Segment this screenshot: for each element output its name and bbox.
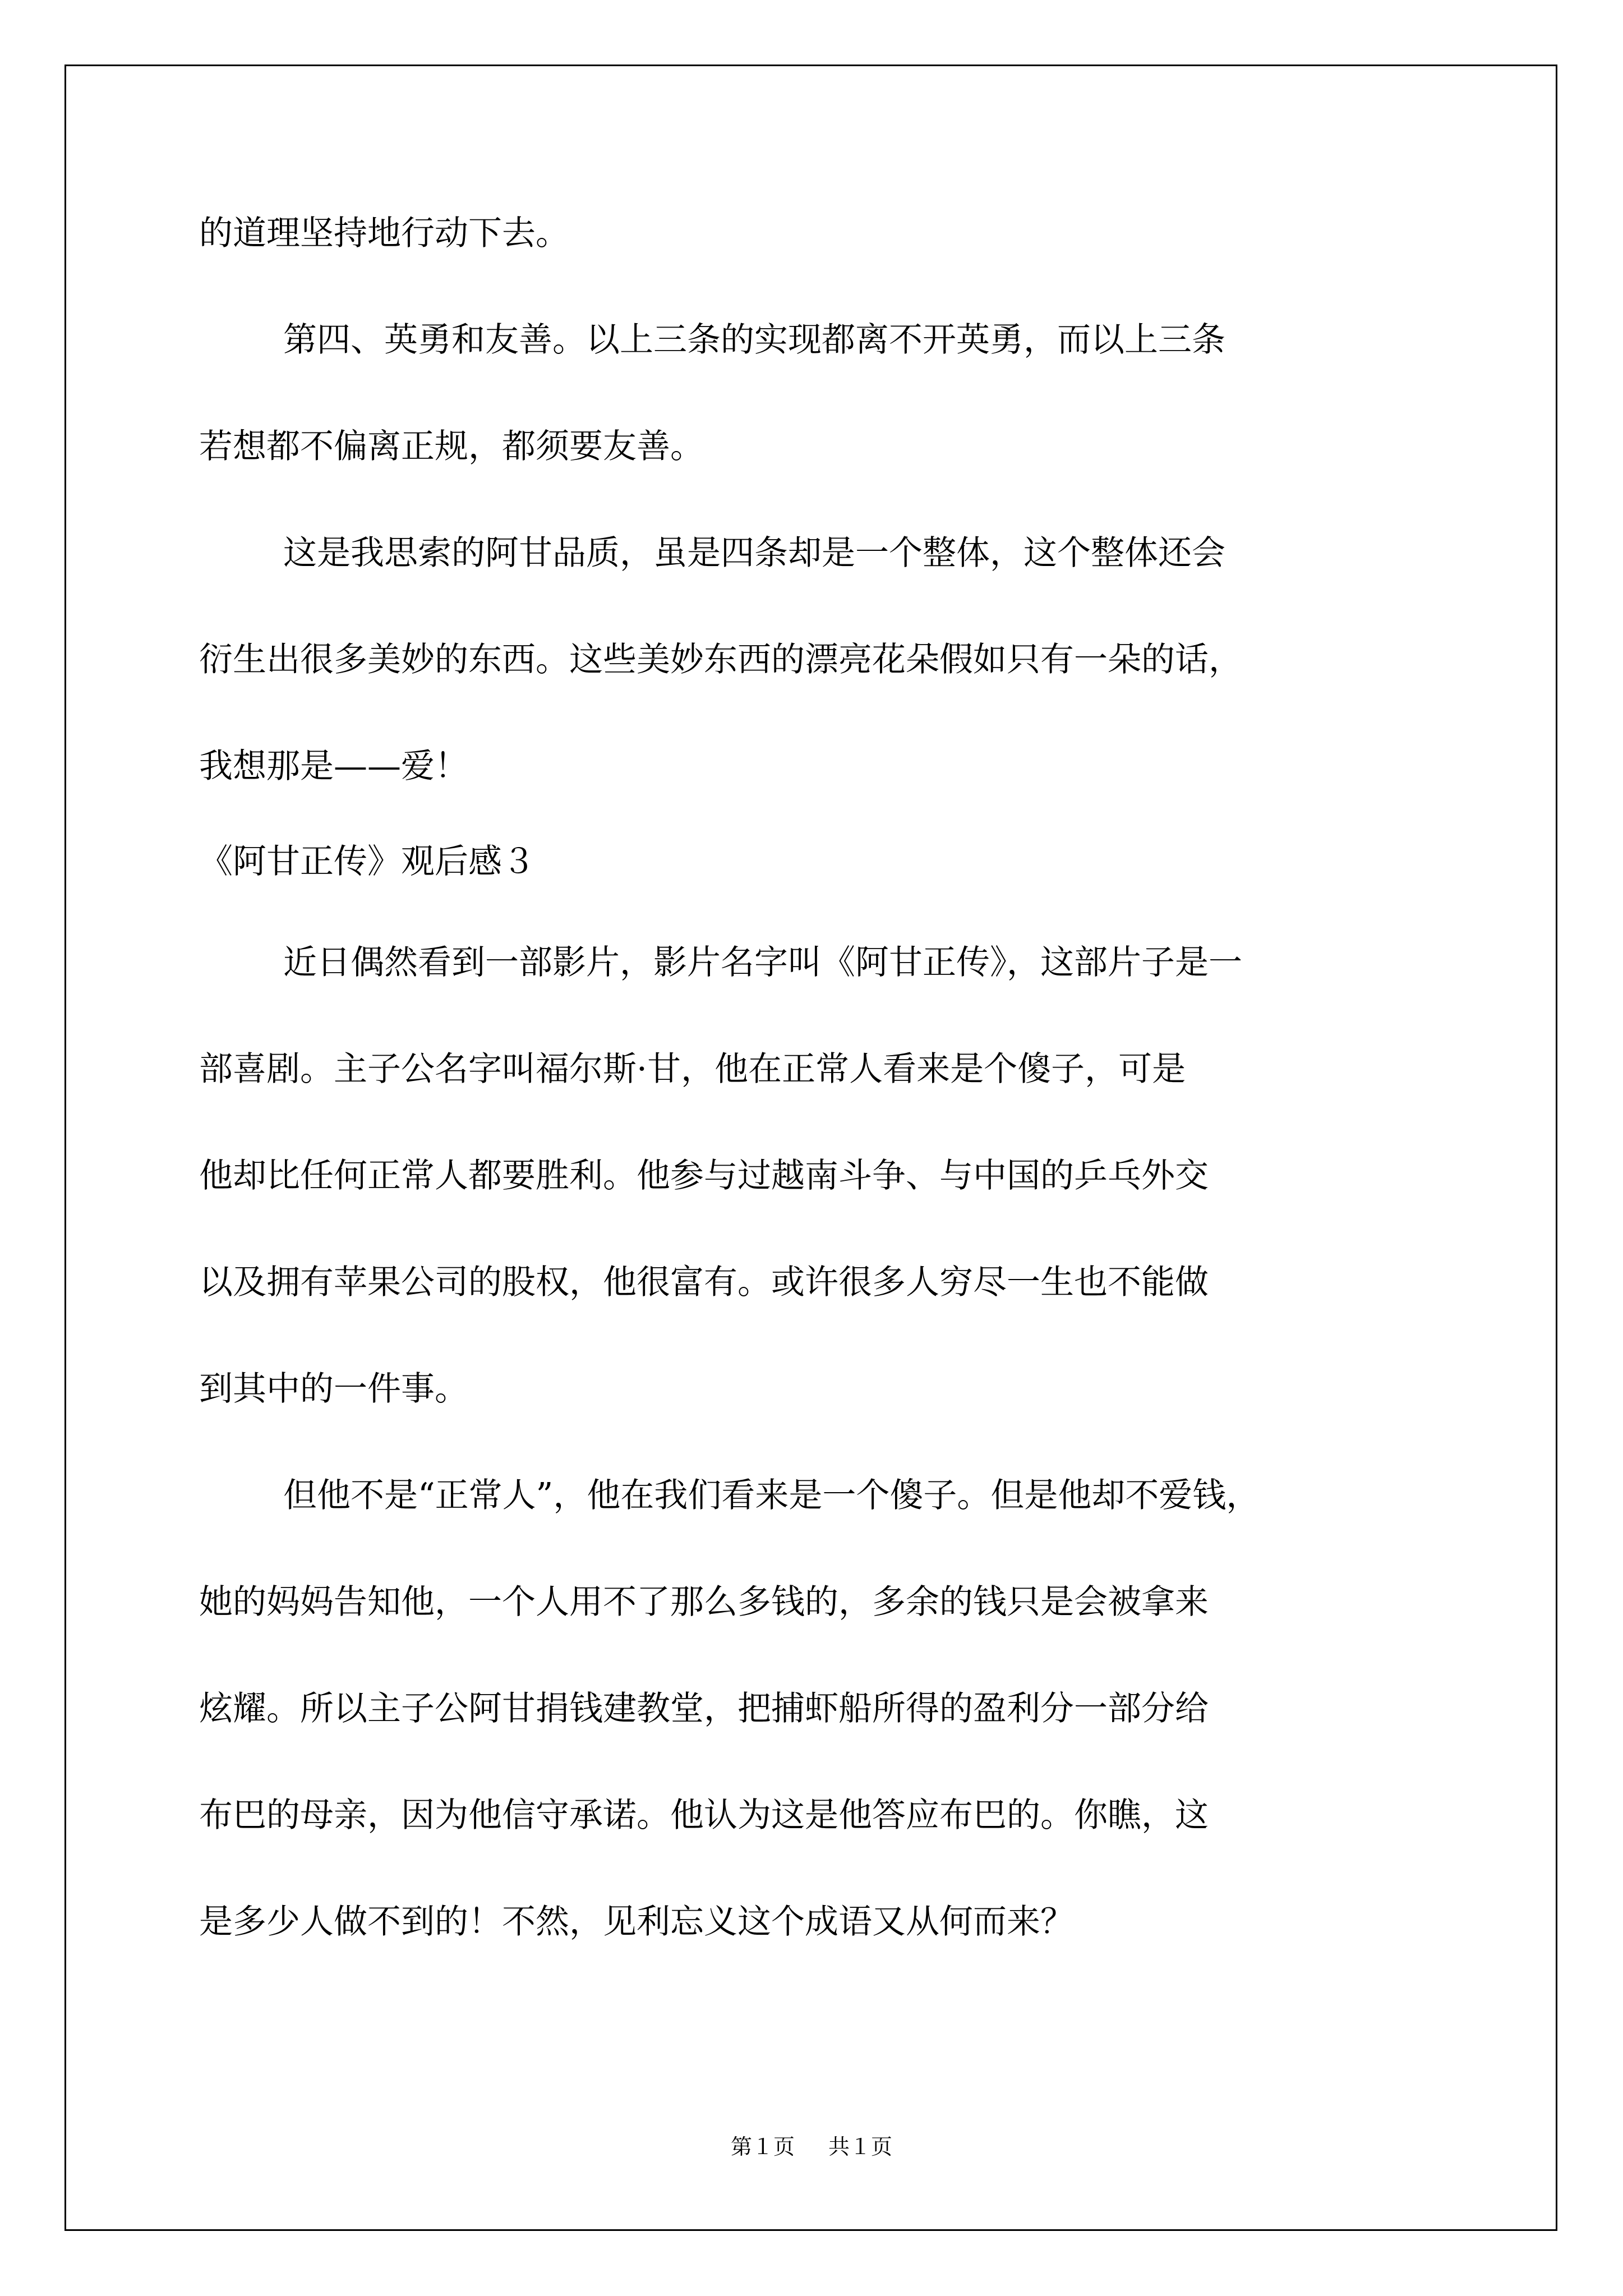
paragraph-line: 部喜剧。主子公名字叫福尔斯·甘，他在正常人看来是个傻子，可是 <box>199 1050 1186 1089</box>
paragraph-line: 但他不是“正常人”，他在我们看来是一个傻子。但是他却不爱钱， <box>283 1476 1260 1515</box>
paragraph-line: 我想那是——爱！ <box>199 747 468 786</box>
paragraph-line: 炫耀。所以主子公阿甘捐钱建教堂，把捕虾船所得的盈利分一部分给 <box>199 1689 1209 1728</box>
section-heading: 《阿甘正传》观后感３ <box>199 842 536 881</box>
page-number: 第１页 <box>730 2134 795 2159</box>
paragraph-line: 她的妈妈告知他，一个人用不了那么多钱的，多余的钱只是会被拿来 <box>199 1582 1209 1622</box>
page-footer <box>0 2134 1623 2159</box>
paragraph-line: 是多少人做不到的！不然，见利忘义这个成语又从何而来？ <box>199 1902 1074 1941</box>
paragraph-line: 第四、英勇和友善。以上三条的实现都离不开英勇，而以上三条 <box>283 320 1225 360</box>
paragraph-line: 近日偶然看到一部影片，影片名字叫《阿甘正传》，这部片子是一 <box>283 943 1242 982</box>
paragraph-line: 布巴的母亲，因为他信守承诺。他认为这是他答应布巴的。你瞧，这 <box>199 1796 1209 1835</box>
paragraph-line: 他却比任何正常人都要胜利。他参与过越南斗争、与中国的乒乓外交 <box>199 1156 1209 1195</box>
paragraph-line: 若想都不偏离正规，都须要友善。 <box>199 427 704 466</box>
paragraph-line: 以及拥有苹果公司的股权，他很富有。或许很多人穷尽一生也不能做 <box>199 1263 1209 1302</box>
paragraph-line: 这是我思索的阿甘品质，虽是四条却是一个整体，这个整体还会 <box>283 533 1225 573</box>
page-total: 共１页 <box>828 2134 893 2159</box>
paragraph-line: 到其中的一件事。 <box>199 1369 468 1409</box>
paragraph-line: 衍生出很多美妙的东西。这些美妙东西的漂亮花朵假如只有一朵的话， <box>199 640 1242 679</box>
paragraph-line: 的道理坚持地行动下去。 <box>199 214 569 253</box>
